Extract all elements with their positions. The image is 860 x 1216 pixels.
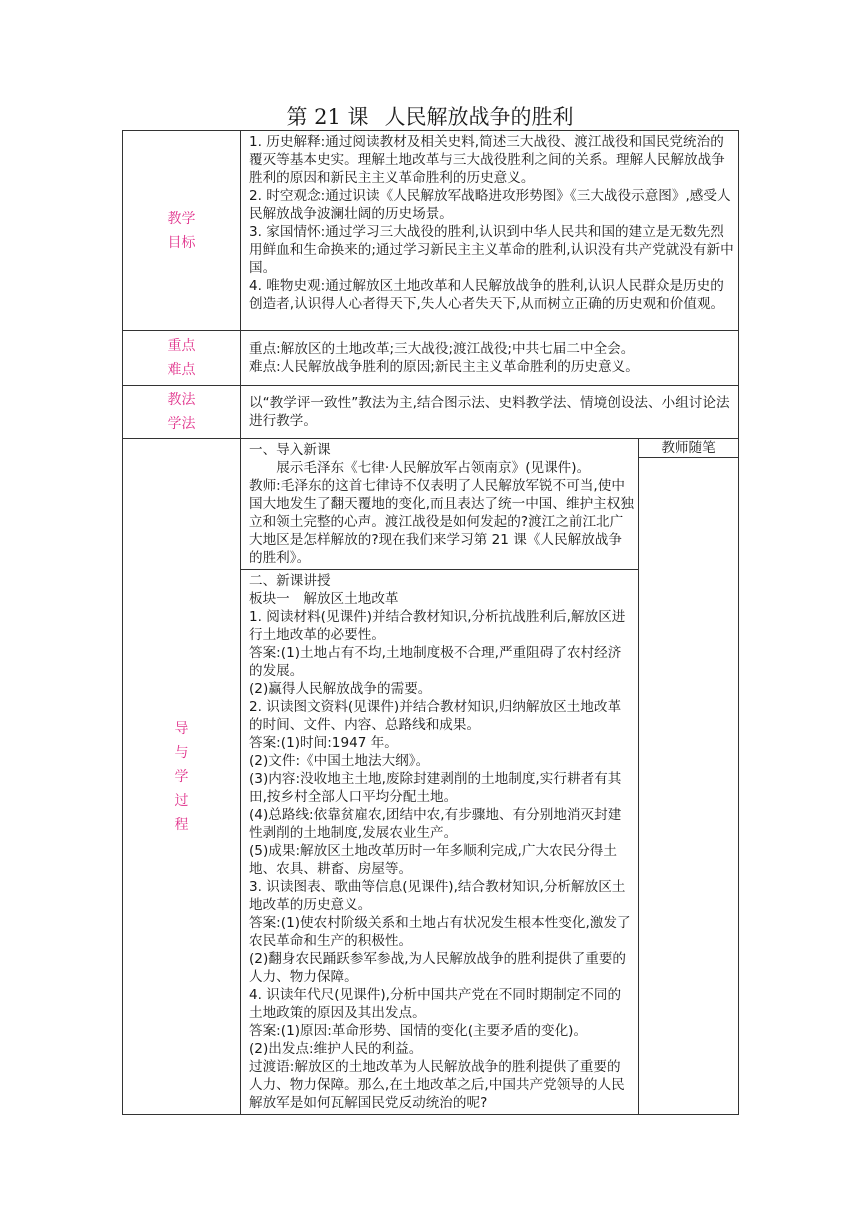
- intro-heading: 一、导入新课: [249, 442, 331, 458]
- lesson-name: 人民解放战争的胜利: [384, 105, 574, 129]
- objectives-content: [241, 131, 739, 331]
- objective-item: 1. 历史解释:通过阅读教材及相关史料,简述三大战役、渡江战役和国民党统治的覆灭等基本史实。理解土地改革与三大战役胜利之间的关系。理解人民解放战争胜利的原因和新民主主义革命胜利的历史意义。: [249, 134, 725, 186]
- objectives-row: [123, 131, 739, 331]
- objective-item: 4. 唯物史观:通过解放区土地改革和人民解放战争的胜利,认识人民群众是历史的创造者,认识得人心者得天下,失人心者失天下,从而树立正确的历史观和价值观。: [249, 278, 725, 312]
- process-label: 导 与 学 过 程: [123, 439, 241, 1115]
- lecture-section: 二、新课讲授 板块一 解放区土地改革 1. 阅读材料(见课件)并结合教材知识,分析抗战胜利后,解放区进行土地改革的必要性。 答案:(1)土地占有不均,土地制度极不合理,严重阻碍了农村经济的发展。 (2)赢得人民解放战争的需要。 2. 识读图文资料(见课件)并结合教材知识,归纳解放区土地改革的时间、文件、内容、总路线和成果。 答案:(1)时间:1947 年。 (2)文件:《中国土地法大纲》。 (3)内容:没收地主土地,废除封建剥削的土地制度,实行耕者有其田,按乡村全部人口平均分配土地。 (4)总路线:依靠贫雇农,团结中农,有步骤地、有分别地消灭封建性剥削的土地制度,发展农业生产。 (5)成果:解放区土地改革历时一年多顺利完成,广大农民分得土地、农具、耕畜、房屋等。 3. 识读图表、歌曲等信息(见课件),结合教材知识,分析解放区土地改革的历史意义。 答案:(1)使农村阶级关系和土地占有状况发生根本性变化,激发了农民革命和生产的积极性。 (2)翻身农民踊跃参军参战,为人民解放战争的胜利提供了重要的人力、物力保障。 4. 识读年代尺(见课件),分析中国共产党在不同时期制定不同的土地政策的原因及其出发点。 答案:(1)原因:革命形势、国情的变化(主要矛盾的变化)。 (2)出发点:维护人民的利益。 过渡语:解放区的土地改革为人民解放战争的胜利提供了重要的人力、物力保障。那么,在土地改革之后,中国共产党领导的人民解放军是如何瓦解国民党反动统治的呢?: [241, 569, 638, 1114]
- keypoints-row: [123, 331, 739, 386]
- objectives-label: 教学 目标: [123, 131, 241, 331]
- methods-content: 以“教学评一致性”教法为主,结合图示法、史料教学法、情境创设法、小组讨论法进行教学。: [241, 386, 739, 439]
- lecture-heading: 二、新课讲授: [249, 573, 331, 589]
- lesson-plan-table: [122, 130, 739, 1115]
- intro-section: 一、导入新课 展示毛泽东《七律·人民解放军占领南京》(见课件)。 教师:毛泽东的这首七律诗不仅表明了人民解放军锐不可当,使中国大地发生了翻天覆地的变化,而且表达了统一中国、维护主权独立和领土完整的心声。渡江战役是如何发起的?渡江之前江北广大地区是怎样解放的?现在我们来学习第 21 课《人民解放战争的胜利》。: [249, 442, 634, 566]
- keypoints-content: [241, 331, 739, 386]
- process-row: [123, 439, 739, 1115]
- teacher-notes-column: [639, 439, 739, 1115]
- objective-item: 2. 时空观念:通过识读《人民解放军战略进攻形势图》《三大战役示意图》,感受人民解放战争波澜壮阔的历史场景。: [249, 188, 731, 222]
- process-content: [241, 439, 639, 1115]
- methods-label: 教法 学法: [123, 386, 241, 439]
- keypoints-label: 重点 难点: [123, 331, 241, 386]
- lesson-number: 第 21 课: [286, 105, 369, 129]
- difficult-point: 难点:人民解放战争胜利的原因;新民主主义革命胜利的历史意义。: [249, 359, 639, 375]
- block-heading: 板块一 解放区土地改革: [249, 591, 399, 607]
- key-point: 重点:解放区的土地改革;三大战役;渡江战役;中共七届二中全会。: [249, 341, 635, 357]
- teacher-notes-header: 教师随笔: [639, 439, 738, 458]
- objective-item: 3. 家国情怀:通过学习三大战役的胜利,认识到中华人民共和国的建立是无数先烈用鲜血和生命换来的;通过学习新民主主义革命的胜利,认识没有共产党就没有新中国。: [249, 224, 734, 276]
- page-title: [0, 103, 860, 131]
- methods-row: [123, 386, 739, 439]
